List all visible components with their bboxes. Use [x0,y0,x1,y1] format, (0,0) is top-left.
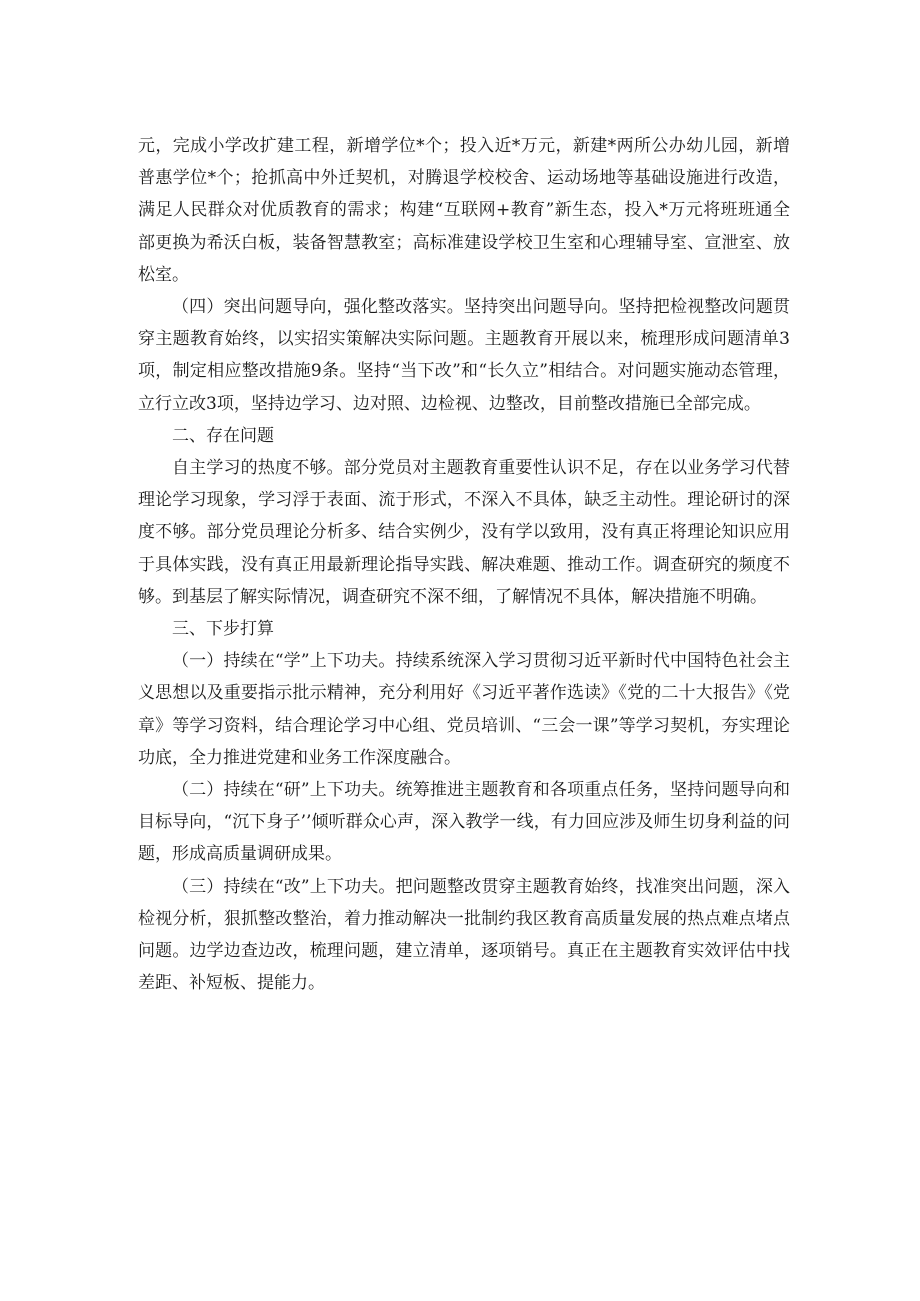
paragraph-continuation: 元，完成小学改扩建工程，新增学位*个；投入近*万元，新建*两所公办幼儿园，新增普惠学位*个；抢抓高中外迁契机，对腾退学校校舍、运动场地等基础设施进行改造，满足人民群众对优质教育的需求；构建“互联网+教育”新生态，投入*万元将班班通全部更换为希沃白板，装备智慧教室；高标准建设学校卫生室和心理辅导室、宣泄室、放松室。 [138,136,790,285]
paragraph-existing-problems: 自主学习的热度不够。部分党员对主题教育重要性认识不足，存在以业务学习代替理论学习现象，学习浮于表面、流于形式，不深入不具体，缺乏主动性。理论研讨的深度不够。部分党员理论分析多、结合实例少，没有学以致用，没有真正将理论知识应用于具体实践，没有真正用最新理论指导实践、解决难题、推动工作。调查研究的频度不够。到基层了解实际情况，调查研究不深不细，了解情况不具体，解决措施不明确。 [138,458,790,607]
section-heading-next-steps: 三、下步打算 [172,619,274,640]
paragraph-research: （二）持续在“研”上下功夫。统筹推进主题教育和各项重点任务，坚持问题导向和目标导向，“沉下身子’’倾听群众心声，深入教学一线，有力回应涉及师生切身利益的问题，形成高质量调研成果。 [138,780,790,865]
paragraph-rectify: （三）持续在“改”上下功夫。把问题整改贯穿主题教育始终，找准突出问题，深入检视分析，狠抓整改整治，着力推动解决一批制约我区教育高质量发展的热点难点堵点问题。边学边查边改，梳理问题，建立清单，逐项销号。真正在主题教育实效评估中找差距、补短板、提能力。 [138,876,790,994]
paragraph-study: （一）持续在“学”上下功夫。持续系统深入学习贯彻习近平新时代中国特色社会主义思想以及重要指示批示精神，充分利用好《习近平著作选读》《党的二十大报告》《党章》等学习资料，结合理论学习中心组、党员培训、“三会一课”等学习契机，夯实理论功底，全力推进党建和业务工作深度融合。 [138,651,790,768]
document-body [138,130,790,999]
paragraph-problem-orientation: （四）突出问题导向，强化整改落实。坚持突出问题导向。坚持把检视整改问题贯穿主题教育始终，以实招实策解决实际问题。主题教育开展以来，梳理形成问题清单3项，制定相应整改措施9条。坚持“当下改”和“长久立”相结合。对问题实施动态管理，立行立改3项，坚持边学习、边对照、边检视、边整改，目前整改措施已全部完成。 [138,297,790,414]
section-heading-existing-problems: 二、存在问题 [172,425,274,446]
